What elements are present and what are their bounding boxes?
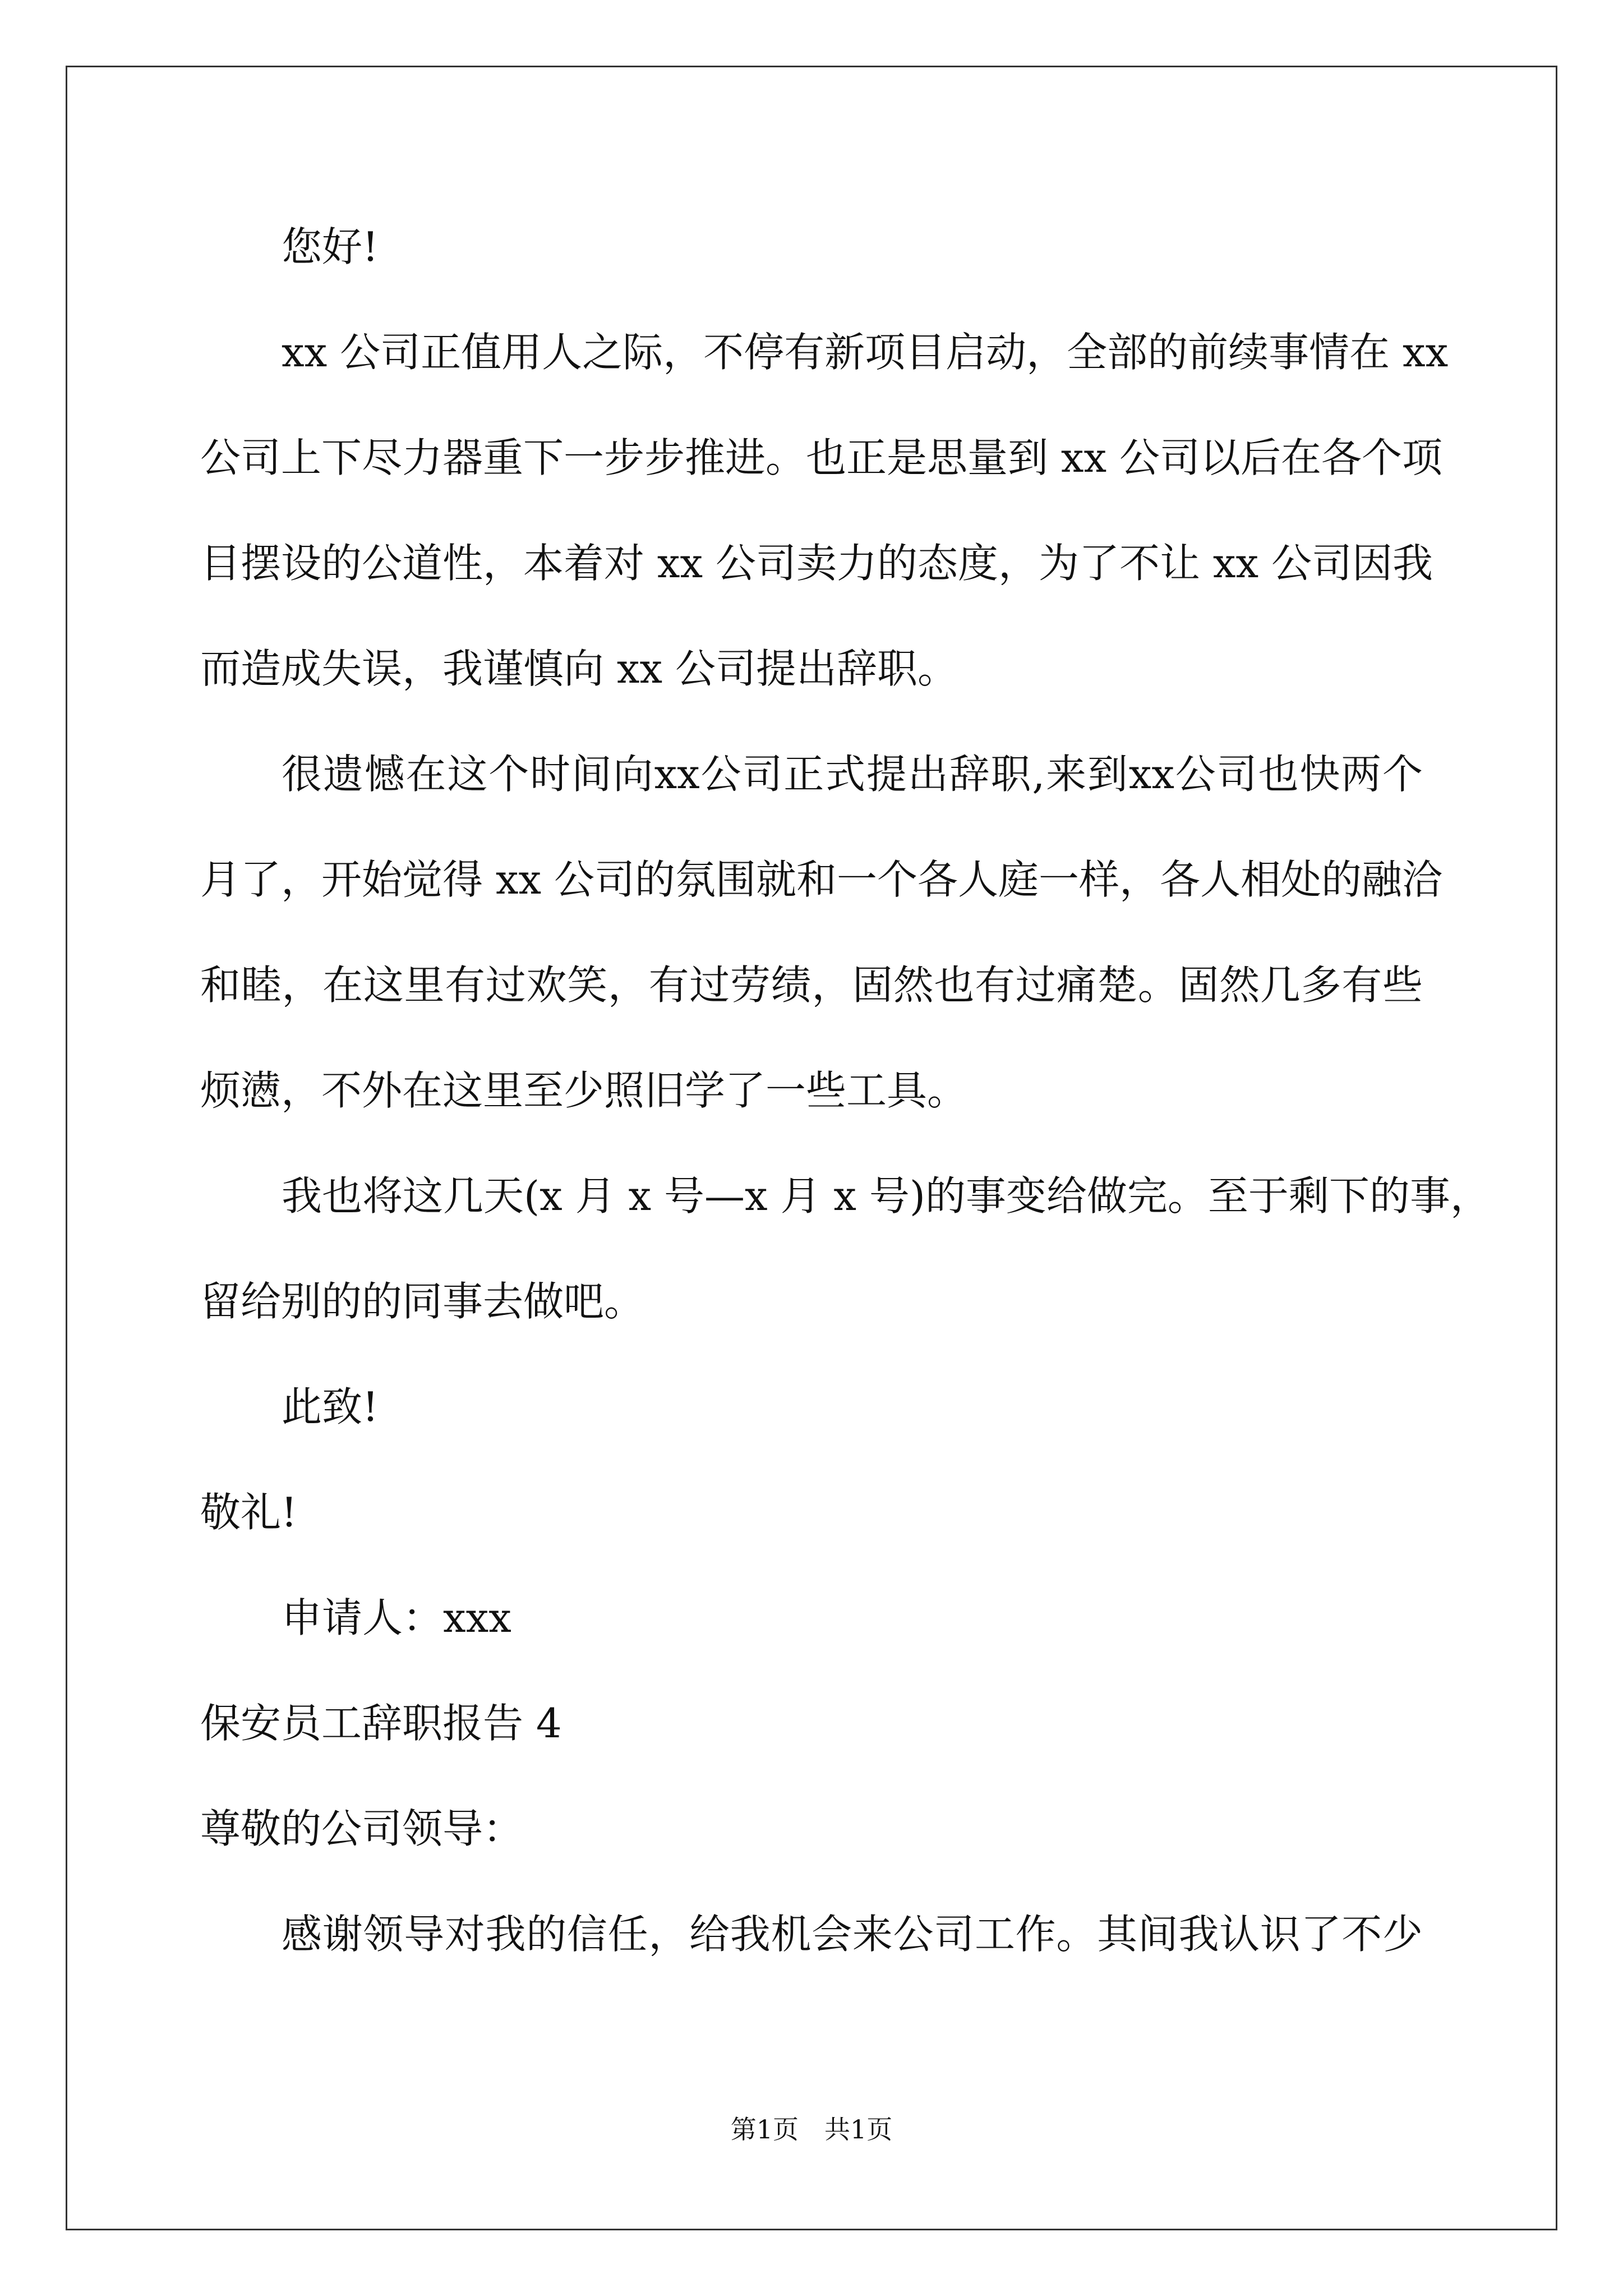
page-number: 第1页 共1页: [730, 2114, 893, 2145]
paragraph-line: 目摆设的公道性，本着对 xx 公司卖力的态度，为了不让 xx 公司因我: [200, 540, 1433, 587]
paragraph-line: 感谢领导对我的信任，给我机会来公司工作。其间我认识了不少: [282, 1911, 1423, 1958]
addressee: 尊敬的公司领导：: [200, 1805, 524, 1852]
paragraph-line: 烦懑，不外在这里至少照旧学了一些工具。: [200, 1067, 968, 1114]
section-heading: 保安员工辞职报告 4: [200, 1700, 562, 1747]
closing-regards: 敬礼!: [200, 1489, 297, 1536]
paragraph-line: 我也将这几天(x 月 x 号—x 月 x 号)的事变给做完。至于剩下的事，: [282, 1172, 1491, 1220]
paragraph-line: 公司上下尽力器重下一步步推进。也正是思量到 xx 公司以后在各个项: [200, 434, 1442, 481]
paragraph-line: 很遗憾在这个时间向xx公司正式提出辞职,来到xx公司也快两个: [282, 751, 1423, 798]
paragraph-line: xx 公司正值用人之际，不停有新项目启动，全部的前续事情在 xx: [282, 329, 1449, 376]
paragraph-line: 而造成失误，我谨慎向 xx 公司提出辞职。: [200, 645, 958, 692]
applicant-signature: 申请人：xxx: [282, 1594, 511, 1641]
closing-salutation: 此致!: [282, 1383, 379, 1430]
paragraph-line: 和睦，在这里有过欢笑，有过劳绩，固然也有过痛楚。固然几多有些: [200, 961, 1423, 1009]
paragraph-line: 留给别的的同事去做吧。: [200, 1278, 645, 1325]
greeting: 您好!: [282, 223, 379, 270]
page-border: [66, 66, 1557, 2230]
paragraph-line: 月了，开始觉得 xx 公司的氛围就和一个各人庭一样，各人相处的融洽: [200, 856, 1442, 903]
